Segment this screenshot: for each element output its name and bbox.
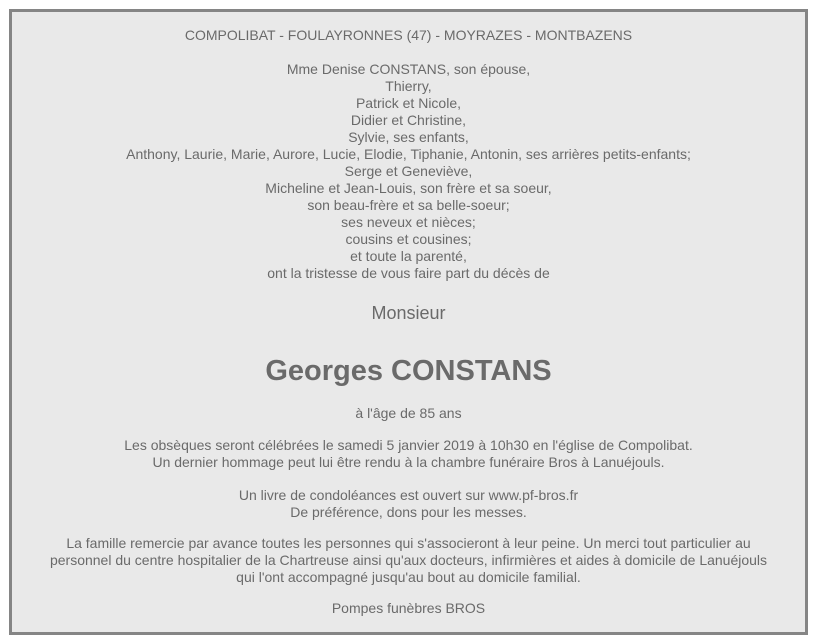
family-line: son beau-frère et sa belle-soeur; xyxy=(307,197,510,213)
family-line: Didier et Christine, xyxy=(350,112,467,128)
family-line: Sylvie, ses enfants, xyxy=(348,129,469,145)
funeral-home-signature: Pompes funèbres BROS xyxy=(331,600,486,616)
age-line: à l'âge de 85 ans xyxy=(355,405,462,421)
thanks-line: La famille remercie par avance toutes les personnes qui s'associeront à leur peine. Un merci tout particulier au xyxy=(66,535,751,551)
condolence-line: De préférence, dons pour les messes. xyxy=(290,504,527,520)
family-line: ont la tristesse de vous faire part du décès de xyxy=(267,265,550,281)
condolence-line: Un livre de condoléances est ouvert sur www.pf-bros.fr xyxy=(238,487,579,503)
family-line: Micheline et Jean-Louis, son frère et sa soeur, xyxy=(265,180,552,196)
thanks-line: personnel du centre hospitalier de la Chartreuse ainsi qu'aux docteurs, infirmières et aides à domicile de Lanuéjouls xyxy=(49,552,768,568)
family-line: Anthony, Laurie, Marie, Aurore, Lucie, Elodie, Tiphanie, Antonin, ses arrières petits-enfants; xyxy=(126,146,691,162)
funeral-line: Les obsèques seront célébrées le samedi 5 janvier 2019 à 10h30 en l'église de Compolibat. xyxy=(124,437,693,453)
family-line: Serge et Geneviève, xyxy=(344,163,473,179)
locations-header: COMPOLIBAT - FOULAYRONNES (47) - MOYRAZES - MONTBAZENS xyxy=(184,27,633,43)
family-line: Thierry, xyxy=(385,78,432,94)
family-line: Mme Denise CONSTANS, son épouse, xyxy=(286,61,531,77)
family-line: ses neveux et nièces; xyxy=(341,214,476,230)
thanks-paragraph xyxy=(26,535,791,586)
family-line: et toute la parenté, xyxy=(350,248,467,264)
family-list xyxy=(12,61,805,282)
obituary-notice xyxy=(9,9,808,635)
civility-title: Monsieur xyxy=(371,303,446,323)
condolences-info xyxy=(12,487,805,521)
thanks-line: qui l'ont accompagné jusqu'au bout au domicile familial. xyxy=(236,569,581,585)
deceased-name: Georges CONSTANS xyxy=(265,355,552,387)
family-line: Patrick et Nicole, xyxy=(355,95,462,111)
funeral-details xyxy=(12,437,805,471)
family-line: cousins et cousines; xyxy=(345,231,472,247)
funeral-line: Un dernier hommage peut lui être rendu à la chambre funéraire Bros à Lanuéjouls. xyxy=(152,454,665,470)
